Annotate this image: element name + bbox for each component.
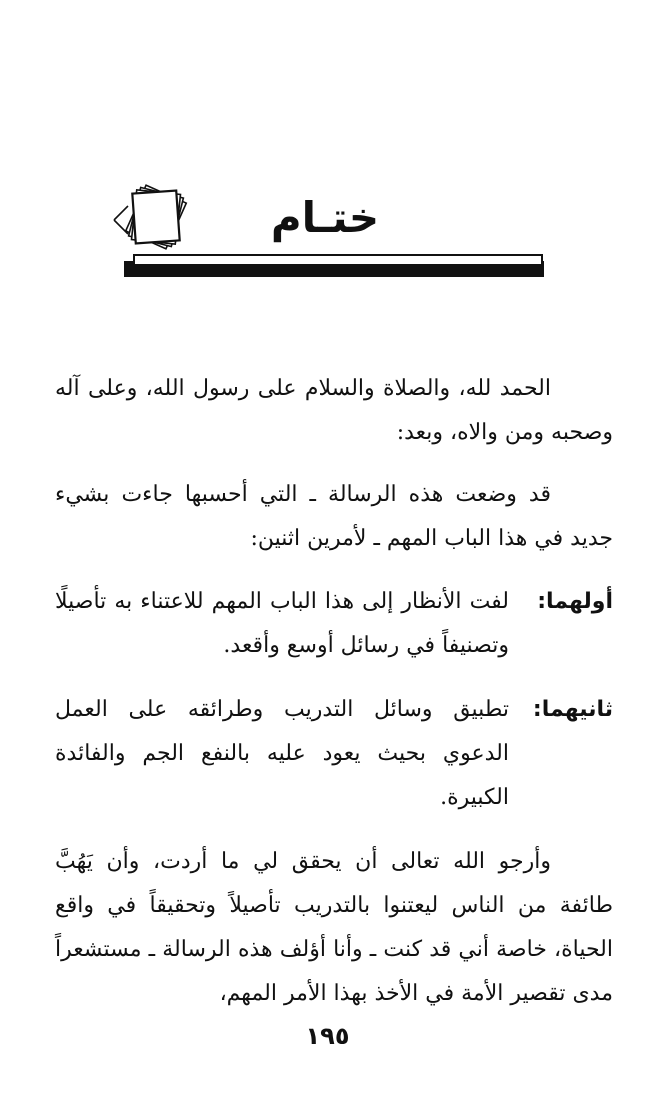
- list-item-text: لفت الأنظار إلى هذا الباب المهم للاعتناء به تأصيلًا وتصنيفاً في رسائل أوسع وأقعد.: [55, 589, 509, 658]
- list-item-label: ثانيهما:: [532, 697, 613, 722]
- hope-paragraph: وأرجو الله تعالى أن يحقق لي ما أردت، وأن يَهُبَّ طائفة من الناس ليعتنوا بالتدريب تأصيلاً وتحقيقاً في واقع الحياة، خاصة أني قد كنت ـ وأنا أؤلف هذه الرسالة ـ مستشعراً مدى تقصير الأمة في الأخذ بهذا الأمر المهم،: [55, 849, 613, 1006]
- list-item: [55, 688, 613, 820]
- title-underline-rule: [118, 253, 546, 279]
- chapter-title: ختـام: [270, 193, 380, 242]
- list-item: [55, 580, 613, 668]
- intro-paragraph: الحمد لله، والصلاة والسلام على رسول الله، وعلى آله وصحبه ومن والاه، وبعد:: [55, 376, 613, 445]
- purpose-paragraph: قد وضعت هذه الرسالة ـ التي أحسبها جاءت بشيء جديد في هذا الباب المهم ـ لأمرين اثنين:: [55, 482, 613, 551]
- stacked-papers-ornament: [112, 176, 198, 262]
- page-number: ١٩٥: [305, 1022, 350, 1050]
- list-item-label: أولهما:: [537, 589, 613, 614]
- list-item-text: تطبيق وسائل التدريب وطرائقه على العمل الدعوي بحيث يعود عليه بالنفع الجم والفائدة الكبيرة.: [55, 697, 509, 810]
